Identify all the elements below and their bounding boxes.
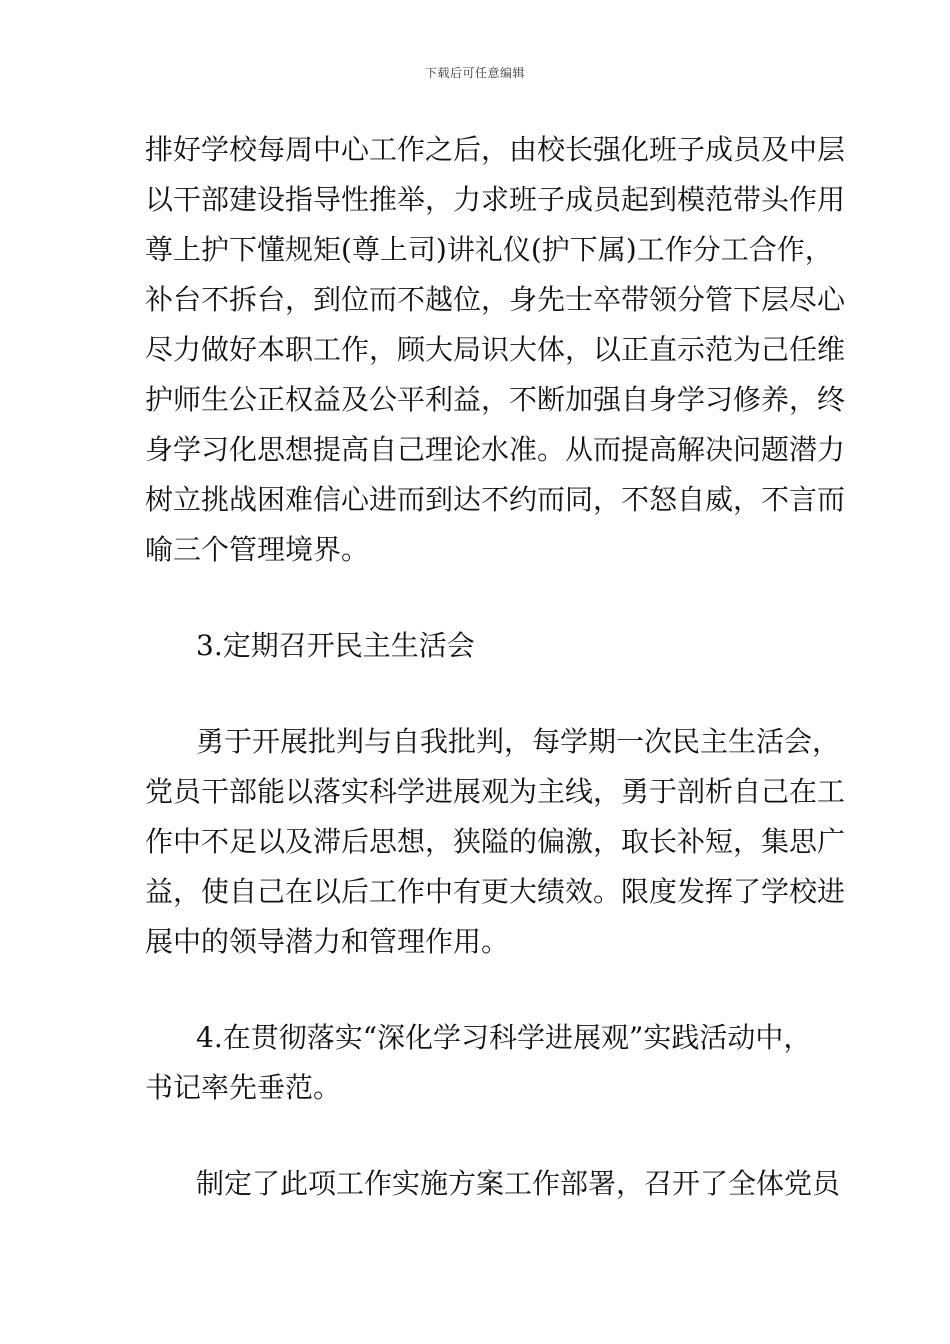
paragraph-line: 身学习化思想提高自己理论水准。从而提高解决问题潜力 — [145, 433, 846, 466]
header-note: 下载后可任意编辑 — [424, 66, 525, 80]
paragraph-line: 展中的领导潜力和管理作用。 — [145, 925, 510, 958]
paragraph-line: 补台不拆台，到位而不越位，身先士卒带领分管下层尽心 — [145, 283, 846, 316]
section-heading: 4.在贯彻落实“深化学习科学进展观”实践活动中， — [196, 1021, 812, 1054]
section-heading-continuation: 书记率先垂范。 — [145, 1071, 342, 1104]
paragraph-line: 勇于开展批判与自我批判，每学期一次民主生活会， — [196, 725, 841, 758]
paragraph-line: 尽力做好本职工作，顾大局识大体，以正直示范为己任维 — [145, 333, 846, 366]
paragraph-line: 喻三个管理境界。 — [145, 533, 370, 566]
paragraph-line: 党员干部能以落实科学进展观为主线，勇于剖析自己在工 — [145, 775, 846, 808]
paragraph-line: 护师生公正权益及公平利益，不断加强自身学习修养，终 — [145, 383, 846, 416]
paragraph-line: 尊上护下懂规矩(尊上司)讲礼仪(护下属)工作分工合作， — [145, 233, 833, 266]
paragraph-line: 益，使自己在以后工作中有更大绩效。限度发挥了学校进 — [145, 875, 846, 908]
paragraph-line: 制定了此项工作实施方案工作部署，召开了全体党员 — [196, 1167, 841, 1200]
paragraph-line: 以干部建设指导性推举，力求班子成员起到模范带头作用 — [145, 183, 846, 216]
paragraph-line: 作中不足以及滞后思想，狭隘的偏激，取长补短，集思广 — [145, 825, 846, 858]
paragraph-line: 树立挑战困难信心进而到达不约而同，不怒自威，不言而 — [145, 483, 846, 516]
paragraph-line: 排好学校每周中心工作之后，由校长强化班子成员及中层 — [145, 133, 846, 166]
section-heading: 3.定期召开民主生活会 — [196, 629, 475, 662]
